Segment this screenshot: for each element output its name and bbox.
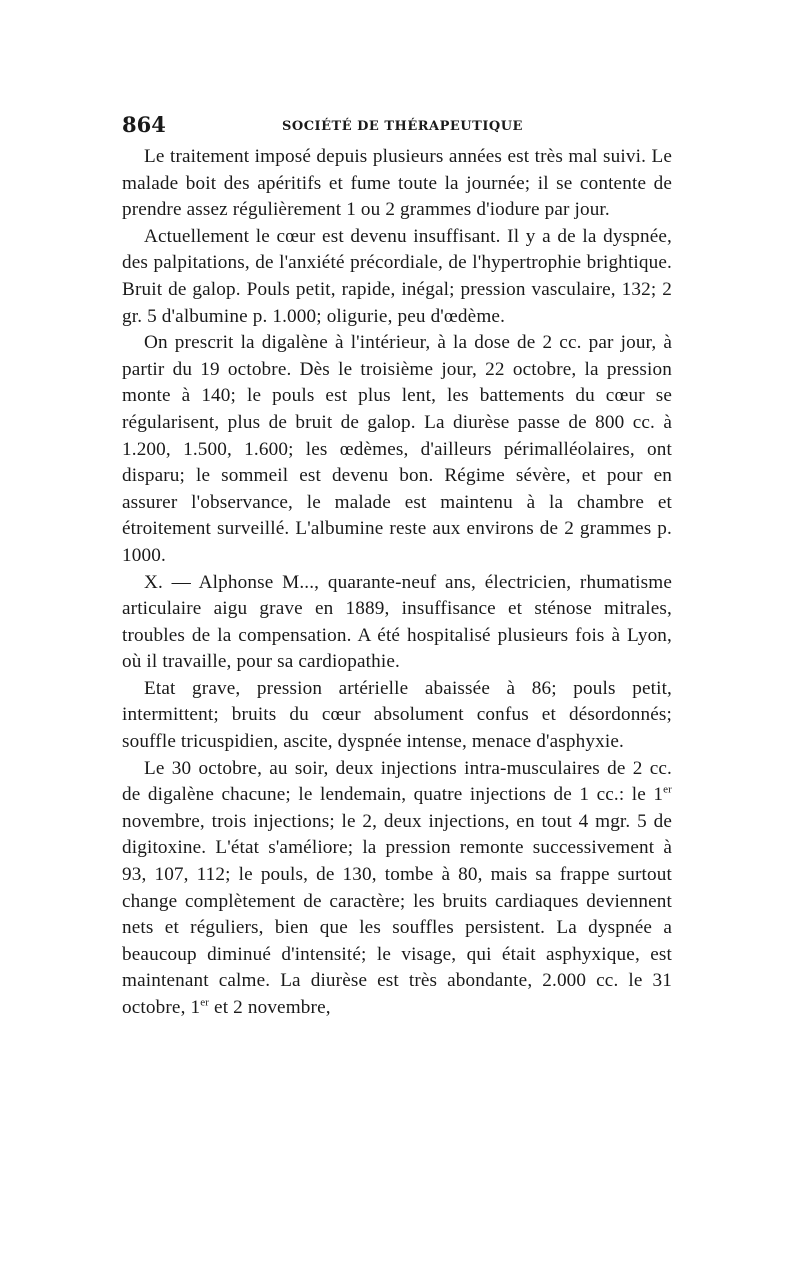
body-text: [122, 144, 672, 1022]
running-title: SOCIÉTÉ DE THÉRAPEUTIQUE: [282, 119, 523, 134]
paragraph: X. — Alphonse M..., quarante-neuf ans, électricien, rhumatisme articulaire aigu grave en 1889, insuffisance et sténose mitrales, troubles de la compensation. A été hospitalisé plusieurs fois à Lyon, où il travaille, pour sa cardiopathie.: [122, 571, 672, 673]
superscript: er: [663, 783, 672, 796]
paragraph: On prescrit la digalène à l'intérieur, à la dose de 2 cc. par jour, à partir du 19 octobre. Dès le troisième jour, 22 octobre, la pression monte à 140; le pouls est plus lent, les battements du cœur se régularisent, plus de bruit de galop. La diurèse passe de 800 cc. à 1.200, 1.500, 1.600; les œdèmes, d'ailleurs périmalléolaires, ont disparu; le sommeil est devenu bon. Régime sévère, et pour en assurer l'observance, le malade est maintenu à la chambre et étroitement surveillé. L'albumine reste aux environs de 2 grammes p. 1000.: [122, 332, 672, 566]
paragraph: [122, 756, 672, 1022]
page-number: 864: [122, 112, 166, 137]
book-page: [122, 112, 672, 1022]
text-run: novembre, trois injections; le 2, deux injections, en tout 4 mgr. 5 de digitoxine. L'état s'améliore; la pression remonte successivement à 93, 107, 112; le pouls, de 130, tombe à 80, mais sa frappe surtout change complètement de caractère; les bruits cardiaques deviennent nets et réguliers, bien que les souffles persistent. La dyspnée a beaucoup diminué d'intensité; le visage, qui était asphyxique, est maintenant calme. La diurèse est très abondante, 2.000 cc. le 31 octobre, 1: [122, 810, 672, 1018]
paragraph: Actuellement le cœur est devenu insuffisant. Il y a de la dyspnée, des palpitations, de l'anxiété précordiale, de l'hypertrophie brightique. Bruit de galop. Pouls petit, rapide, inégal; pression vasculaire, 132; 2 gr. 5 d'albumine p. 1.000; oligurie, peu d'œdème.: [122, 225, 672, 327]
paragraph: Le traitement imposé depuis plusieurs années est très mal suivi. Le malade boit des apéritifs et fume toute la journée; il se contente de prendre assez régulièrement 1 ou 2 grammes d'iodure par jour.: [122, 146, 672, 221]
paragraph: Etat grave, pression artérielle abaissée à 86; pouls petit, intermittent; bruits du cœur absolument confus et désordonnés; souffle tricuspidien, ascite, dyspnée intense, menace d'asphyxie.: [122, 677, 672, 753]
text-run: Le 30 octobre, au soir, deux injections intra-musculaires de 2 cc. de digalène chacune; le lendemain, quatre injections de 1 cc.: le 1: [122, 757, 672, 806]
superscript: er: [200, 996, 210, 1009]
text-run: et 2 novembre,: [209, 997, 331, 1018]
page-header: [122, 112, 672, 144]
